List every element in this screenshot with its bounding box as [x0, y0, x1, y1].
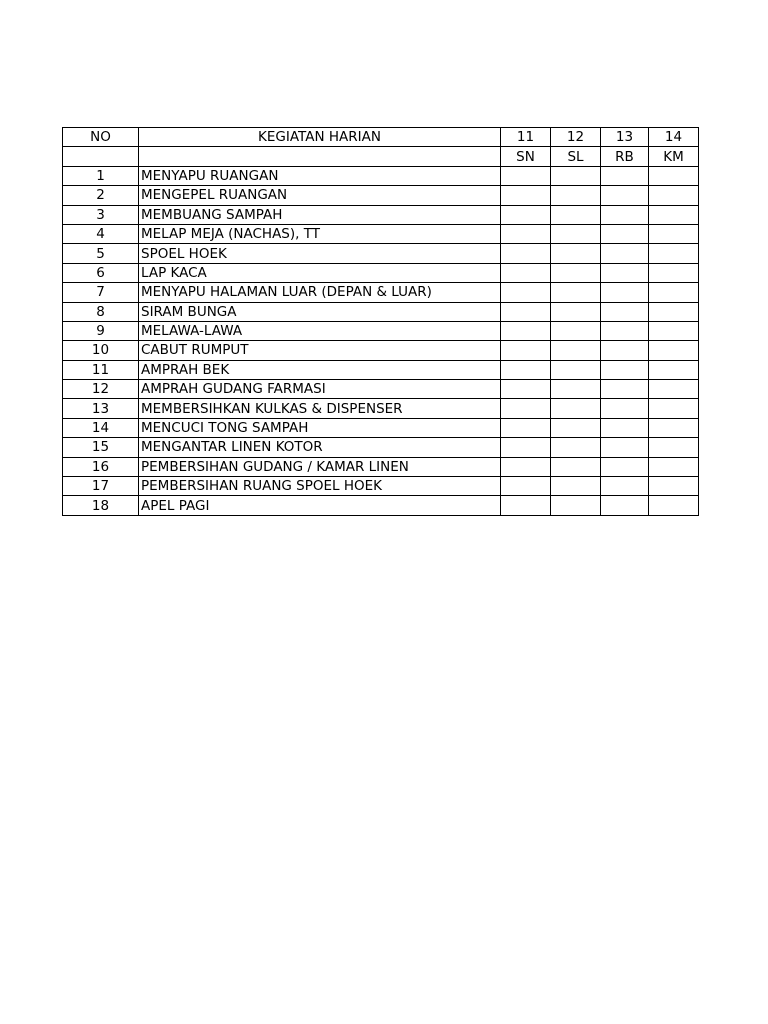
row-day-cell[interactable] — [649, 360, 699, 379]
header-date-4: 14 — [649, 128, 699, 147]
row-day-cell[interactable] — [601, 224, 649, 243]
row-day-cell[interactable] — [649, 205, 699, 224]
row-activity: MENGANTAR LINEN KOTOR — [139, 438, 501, 457]
table-row — [63, 496, 699, 515]
row-day-cell[interactable] — [649, 263, 699, 282]
row-day-cell[interactable] — [551, 438, 601, 457]
table-row — [63, 321, 699, 340]
row-activity: MENYAPU RUANGAN — [139, 166, 501, 185]
row-day-cell[interactable] — [649, 457, 699, 476]
row-activity: MENGEPEL RUANGAN — [139, 186, 501, 205]
row-activity: MELAP MEJA (NACHAS), TT — [139, 224, 501, 243]
activity-sheet — [62, 127, 699, 516]
row-day-cell[interactable] — [501, 438, 551, 457]
row-day-cell[interactable] — [501, 399, 551, 418]
row-day-cell[interactable] — [649, 302, 699, 321]
row-activity: MENYAPU HALAMAN LUAR (DEPAN & LUAR) — [139, 283, 501, 302]
row-day-cell[interactable] — [551, 166, 601, 185]
row-day-cell[interactable] — [601, 341, 649, 360]
header-activity-blank — [139, 147, 501, 166]
row-number: 1 — [63, 166, 139, 185]
row-day-cell[interactable] — [501, 224, 551, 243]
row-day-cell[interactable] — [649, 224, 699, 243]
row-day-cell[interactable] — [501, 457, 551, 476]
row-activity: PEMBERSIHAN GUDANG / KAMAR LINEN — [139, 457, 501, 476]
row-day-cell[interactable] — [551, 302, 601, 321]
table-row — [63, 186, 699, 205]
row-day-cell[interactable] — [601, 380, 649, 399]
row-day-cell[interactable] — [601, 457, 649, 476]
row-day-cell[interactable] — [601, 186, 649, 205]
row-day-cell[interactable] — [501, 283, 551, 302]
row-activity: MENCUCI TONG SAMPAH — [139, 418, 501, 437]
row-day-cell[interactable] — [551, 496, 601, 515]
row-day-cell[interactable] — [601, 302, 649, 321]
row-day-cell[interactable] — [649, 186, 699, 205]
row-day-cell[interactable] — [551, 283, 601, 302]
row-day-cell[interactable] — [601, 244, 649, 263]
row-activity: AMPRAH GUDANG FARMASI — [139, 380, 501, 399]
row-activity: MEMBERSIHKAN KULKAS & DISPENSER — [139, 399, 501, 418]
row-day-cell[interactable] — [649, 321, 699, 340]
row-day-cell[interactable] — [649, 438, 699, 457]
header-day-4: KM — [649, 147, 699, 166]
row-day-cell[interactable] — [601, 418, 649, 437]
row-activity: SIRAM BUNGA — [139, 302, 501, 321]
row-day-cell[interactable] — [551, 186, 601, 205]
row-day-cell[interactable] — [601, 321, 649, 340]
header-day-1: SN — [501, 147, 551, 166]
row-number: 14 — [63, 418, 139, 437]
row-number: 2 — [63, 186, 139, 205]
row-number: 11 — [63, 360, 139, 379]
table-row — [63, 360, 699, 379]
row-day-cell[interactable] — [551, 244, 601, 263]
row-day-cell[interactable] — [649, 283, 699, 302]
row-day-cell[interactable] — [649, 399, 699, 418]
row-number: 16 — [63, 457, 139, 476]
row-activity: CABUT RUMPUT — [139, 341, 501, 360]
row-day-cell[interactable] — [501, 244, 551, 263]
table-row — [63, 477, 699, 496]
table-row — [63, 283, 699, 302]
row-day-cell[interactable] — [551, 399, 601, 418]
table-row — [63, 205, 699, 224]
row-day-cell[interactable] — [501, 418, 551, 437]
header-activity: KEGIATAN HARIAN — [139, 128, 501, 147]
table-row — [63, 263, 699, 282]
row-day-cell[interactable] — [501, 496, 551, 515]
header-date-1: 11 — [501, 128, 551, 147]
row-day-cell[interactable] — [551, 321, 601, 340]
row-day-cell[interactable] — [601, 205, 649, 224]
row-day-cell[interactable] — [601, 166, 649, 185]
row-number: 9 — [63, 321, 139, 340]
row-day-cell[interactable] — [501, 205, 551, 224]
row-number: 8 — [63, 302, 139, 321]
row-activity: PEMBERSIHAN RUANG SPOEL HOEK — [139, 477, 501, 496]
row-number: 17 — [63, 477, 139, 496]
header-day-2: SL — [551, 147, 601, 166]
row-day-cell[interactable] — [551, 205, 601, 224]
table-row — [63, 224, 699, 243]
row-day-cell[interactable] — [601, 283, 649, 302]
row-number: 15 — [63, 438, 139, 457]
row-day-cell[interactable] — [501, 321, 551, 340]
row-activity: APEL PAGI — [139, 496, 501, 515]
row-number: 10 — [63, 341, 139, 360]
row-day-cell[interactable] — [649, 380, 699, 399]
row-day-cell[interactable] — [649, 477, 699, 496]
table-row — [63, 418, 699, 437]
header-date-2: 12 — [551, 128, 601, 147]
header-day-3: RB — [601, 147, 649, 166]
row-day-cell[interactable] — [551, 477, 601, 496]
row-day-cell[interactable] — [551, 341, 601, 360]
row-day-cell[interactable] — [551, 263, 601, 282]
row-activity: MEMBUANG SAMPAH — [139, 205, 501, 224]
table-row — [63, 302, 699, 321]
table-row — [63, 341, 699, 360]
row-day-cell[interactable] — [601, 263, 649, 282]
row-day-cell[interactable] — [551, 360, 601, 379]
row-day-cell[interactable] — [501, 360, 551, 379]
row-day-cell[interactable] — [551, 380, 601, 399]
header-date-3: 13 — [601, 128, 649, 147]
header-no: NO — [63, 128, 139, 147]
row-number: 3 — [63, 205, 139, 224]
header-row-dates — [63, 128, 699, 147]
table-row — [63, 438, 699, 457]
row-day-cell[interactable] — [649, 166, 699, 185]
row-number: 12 — [63, 380, 139, 399]
table-row — [63, 399, 699, 418]
row-number: 6 — [63, 263, 139, 282]
row-day-cell[interactable] — [649, 244, 699, 263]
header-row-days — [63, 147, 699, 166]
row-day-cell[interactable] — [551, 457, 601, 476]
daily-activity-table — [62, 127, 699, 516]
row-day-cell[interactable] — [501, 263, 551, 282]
row-number: 13 — [63, 399, 139, 418]
row-number: 4 — [63, 224, 139, 243]
row-day-cell[interactable] — [649, 418, 699, 437]
row-day-cell[interactable] — [501, 186, 551, 205]
row-day-cell[interactable] — [601, 477, 649, 496]
row-number: 7 — [63, 283, 139, 302]
header-no-blank — [63, 147, 139, 166]
row-day-cell[interactable] — [649, 496, 699, 515]
row-activity: SPOEL HOEK — [139, 244, 501, 263]
row-day-cell[interactable] — [501, 341, 551, 360]
row-activity: AMPRAH BEK — [139, 360, 501, 379]
row-day-cell[interactable] — [501, 477, 551, 496]
table-row — [63, 244, 699, 263]
table-body — [63, 128, 699, 516]
row-day-cell[interactable] — [649, 341, 699, 360]
table-row — [63, 380, 699, 399]
row-day-cell[interactable] — [601, 360, 649, 379]
row-day-cell[interactable] — [551, 224, 601, 243]
table-row — [63, 457, 699, 476]
row-day-cell[interactable] — [501, 302, 551, 321]
row-day-cell[interactable] — [501, 166, 551, 185]
row-day-cell[interactable] — [601, 438, 649, 457]
row-activity: MELAWA-LAWA — [139, 321, 501, 340]
table-row — [63, 166, 699, 185]
row-number: 5 — [63, 244, 139, 263]
row-activity: LAP KACA — [139, 263, 501, 282]
row-day-cell[interactable] — [501, 380, 551, 399]
row-number: 18 — [63, 496, 139, 515]
row-day-cell[interactable] — [601, 399, 649, 418]
row-day-cell[interactable] — [551, 418, 601, 437]
row-day-cell[interactable] — [601, 496, 649, 515]
